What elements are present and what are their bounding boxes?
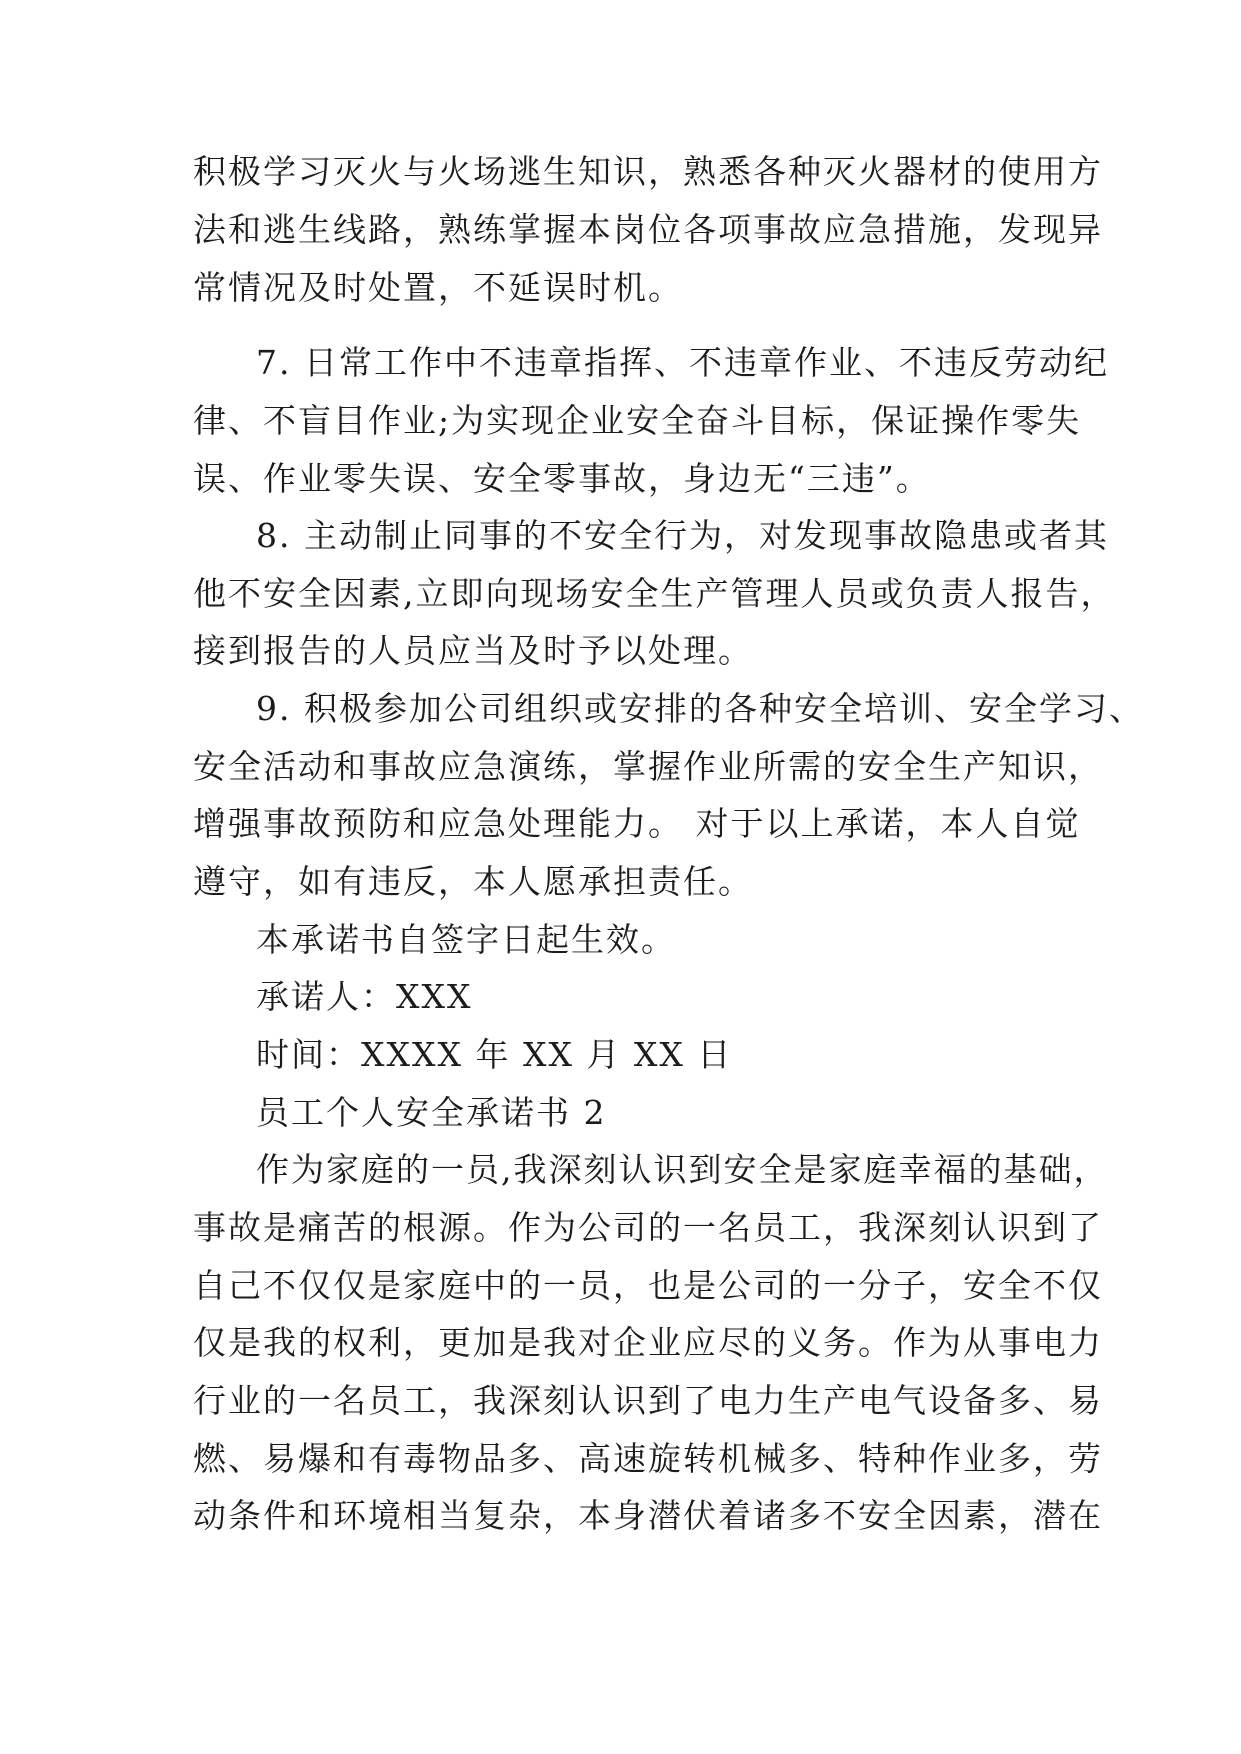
text-line: 常情况及时处置，不延误时机。 bbox=[193, 268, 683, 307]
text-line: 8. 主动制止同事的不安全行为，对发现事故隐患或者其 bbox=[256, 516, 1109, 555]
text-line: 增强事故预防和应急处理能力。 对于以上承诺，本人自觉 bbox=[193, 804, 1081, 843]
signatory-line: 承诺人：XXX bbox=[256, 977, 473, 1016]
text-line: 遵守，如有违反，本人愿承担责任。 bbox=[193, 862, 753, 901]
date-line: 时间：XXXX 年 XX 月 XX 日 bbox=[256, 1035, 733, 1074]
section-title: 员工个人安全承诺书 2 bbox=[256, 1093, 607, 1132]
text-line: 安全活动和事故应急演练，掌握作业所需的安全生产知识， bbox=[193, 747, 1103, 786]
text-line: 7. 日常工作中不违章指挥、不违章作业、不违反劳动纪 bbox=[256, 343, 1109, 382]
text-line: 自己不仅仅是家庭中的一员，也是公司的一分子，安全不仅 bbox=[193, 1266, 1103, 1305]
text-line: 律、不盲目作业;为实现企业安全奋斗目标，保证操作零失 bbox=[193, 401, 1082, 440]
text-line: 作为家庭的一员,我深刻认识到安全是家庭幸福的基础， bbox=[256, 1150, 1109, 1189]
text-line: 仅是我的权利，更加是我对企业应尽的义务。作为从事电力 bbox=[193, 1323, 1103, 1362]
text-line: 动条件和环境相当复杂，本身潜伏着诸多不安全因素，潜在 bbox=[193, 1496, 1103, 1535]
text-line: 本承诺书自签字日起生效。 bbox=[256, 920, 676, 959]
text-line: 9. 积极参加公司组织或安排的各种安全培训、安全学习、 bbox=[256, 689, 1144, 728]
text-line: 接到报告的人员应当及时予以处理。 bbox=[193, 631, 753, 670]
text-line: 事故是痛苦的根源。作为公司的一名员工，我深刻认识到了 bbox=[193, 1208, 1103, 1247]
text-line: 行业的一名员工，我深刻认识到了电力生产电气设备多、易 bbox=[193, 1381, 1103, 1420]
text-line: 法和逃生线路，熟练掌握本岗位各项事故应急措施，发现异 bbox=[193, 210, 1103, 249]
text-line: 误、作业零失误、安全零事故，身边无“三违”。 bbox=[193, 459, 931, 498]
text-line: 他不安全因素,立即向现场安全生产管理人员或负责人报告， bbox=[193, 574, 1116, 613]
text-line: 积极学习灭火与火场逃生知识，熟悉各种灭火器材的使用方 bbox=[193, 152, 1103, 191]
text-line: 燃、易爆和有毒物品多、高速旋转机械多、特种作业多，劳 bbox=[193, 1439, 1103, 1478]
